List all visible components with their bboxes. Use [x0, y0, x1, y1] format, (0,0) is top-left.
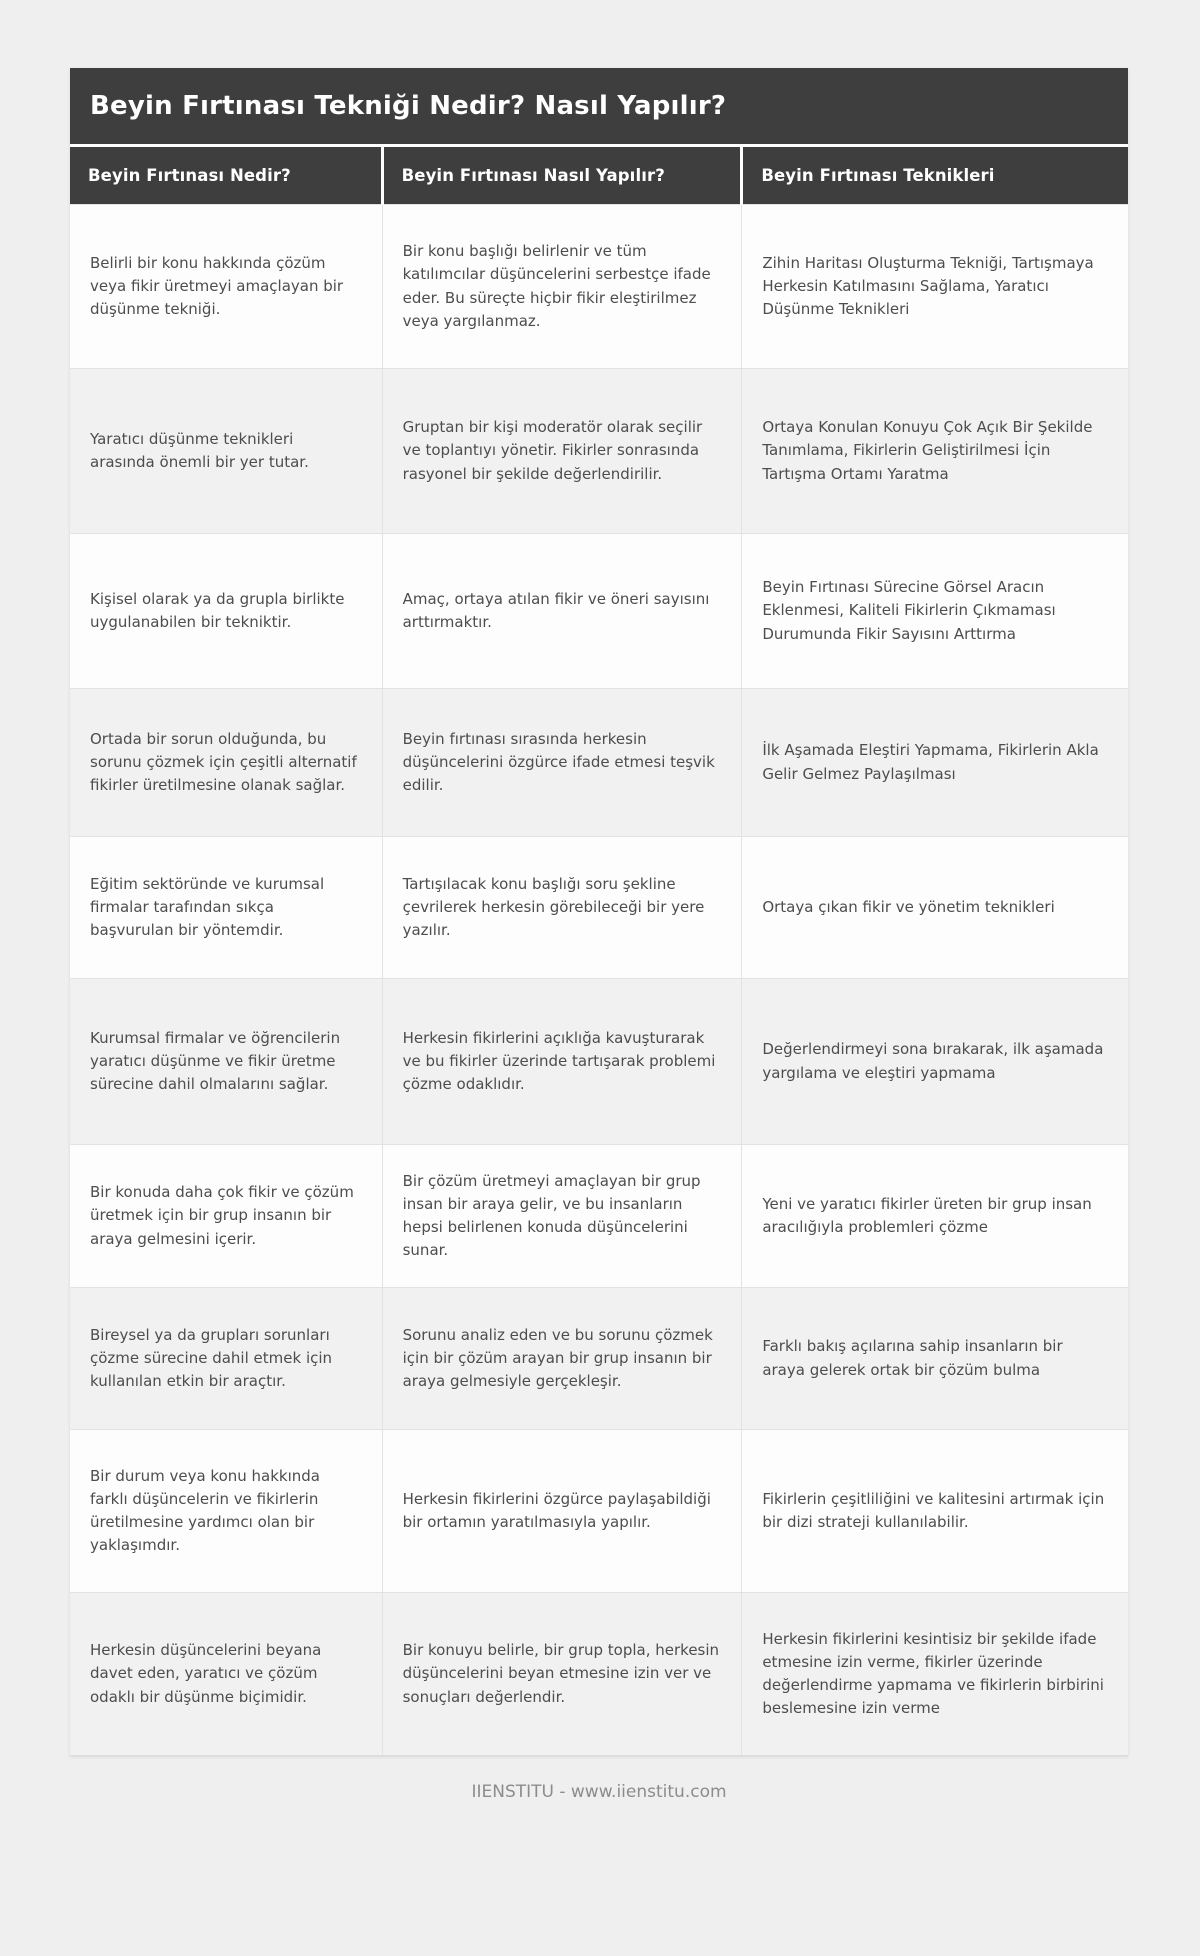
table-cell: Herkesin fikirlerini açıklığa kavuşturarak ve bu fikirler üzerinde tartışarak problemi çözme odaklıdır.: [382, 979, 742, 1145]
table-cell: Bir çözüm üretmeyi amaçlayan bir grup insan bir araya gelir, ve bu insanların hepsi belirlenen konuda düşüncelerini sunar.: [382, 1145, 742, 1288]
table-cell: Gruptan bir kişi moderatör olarak seçilir ve toplantıyı yönetir. Fikirler sonrasında rasyonel bir şekilde değerlendirilir.: [382, 369, 742, 534]
table-row: [70, 689, 1128, 837]
table-row: [70, 1430, 1128, 1593]
table-cell: Herkesin fikirlerini kesintisiz bir şekilde ifade etmesine izin verme, fikirler üzerinde değerlendirme yapmama ve fikirlerin birbirini beslemesine izin verme: [742, 1593, 1128, 1756]
table-cell: Bir konuda daha çok fikir ve çözüm üretmek için bir grup insanın bir araya gelmesini içerir.: [70, 1145, 382, 1288]
table-cell: Yeni ve yaratıcı fikirler üreten bir grup insan aracılığıyla problemleri çözme: [742, 1145, 1128, 1288]
table-cell: Belirli bir konu hakkında çözüm veya fikir üretmeyi amaçlayan bir düşünme tekniği.: [70, 205, 382, 369]
table-cell: Bir durum veya konu hakkında farklı düşüncelerin ve fikirlerin üretilmesine yardımcı olan bir yaklaşımdır.: [70, 1430, 382, 1593]
table-cell: Amaç, ortaya atılan fikir ve öneri sayısını arttırmaktır.: [382, 534, 742, 689]
table-cell: Herkesin düşüncelerini beyana davet eden, yaratıcı ve çözüm odaklı bir düşünme biçimidir.: [70, 1593, 382, 1756]
brainstorming-card: [70, 68, 1128, 1756]
table-row: [70, 1288, 1128, 1430]
header-row: [70, 147, 1128, 205]
page-title: Beyin Fırtınası Tekniği Nedir? Nasıl Yapılır?: [70, 68, 1128, 147]
table-cell: Beyin Fırtınası Sürecine Görsel Aracın Eklenmesi, Kaliteli Fikirlerin Çıkmaması Durumunda Fikir Sayısını Arttırma: [742, 534, 1128, 689]
table-cell: İlk Aşamada Eleştiri Yapmama, Fikirlerin Akla Gelir Gelmez Paylaşılması: [742, 689, 1128, 837]
table-cell: Yaratıcı düşünme teknikleri arasında önemli bir yer tutar.: [70, 369, 382, 534]
table-row: [70, 1145, 1128, 1288]
table-cell: Bir konu başlığı belirlenir ve tüm katılımcılar düşüncelerini serbestçe ifade eder. Bu süreçte hiçbir fikir eleştirilmez veya yargılanmaz.: [382, 205, 742, 369]
table-cell: Ortada bir sorun olduğunda, bu sorunu çözmek için çeşitli alternatif fikirler üretilmesine olanak sağlar.: [70, 689, 382, 837]
table-cell: Tartışılacak konu başlığı soru şekline çevrilerek herkesin görebileceği bir yere yazılır.: [382, 837, 742, 979]
table-body: [70, 205, 1128, 1756]
page: [0, 68, 1200, 1862]
table-cell: Değerlendirmeyi sona bırakarak, ilk aşamada yargılama ve eleştiri yapmama: [742, 979, 1128, 1145]
table-cell: Ortaya çıkan fikir ve yönetim teknikleri: [742, 837, 1128, 979]
table-row: [70, 837, 1128, 979]
table-cell: Beyin fırtınası sırasında herkesin düşüncelerini özgürce ifade etmesi teşvik edilir.: [382, 689, 742, 837]
column-header-teknikleri: Beyin Fırtınası Teknikleri: [742, 147, 1128, 205]
brainstorming-table: [70, 147, 1128, 1756]
table-cell: Kurumsal firmalar ve öğrencilerin yaratıcı düşünme ve fikir üretme sürecine dahil olmalarını sağlar.: [70, 979, 382, 1145]
table-cell: Zihin Haritası Oluşturma Tekniği, Tartışmaya Herkesin Katılmasını Sağlama, Yaratıcı Düşünme Teknikleri: [742, 205, 1128, 369]
table-cell: Farklı bakış açılarına sahip insanların bir araya gelerek ortak bir çözüm bulma: [742, 1288, 1128, 1430]
table-cell: Bir konuyu belirle, bir grup topla, herkesin düşüncelerini beyan etmesine izin ver ve sonuçları değerlendir.: [382, 1593, 742, 1756]
table-row: [70, 369, 1128, 534]
table-row: [70, 205, 1128, 369]
table-row: [70, 979, 1128, 1145]
table-row: [70, 534, 1128, 689]
footer-branding: IIENSTITU - www.iienstitu.com: [471, 1782, 727, 1802]
table-header: [70, 147, 1128, 205]
column-header-nedir: Beyin Fırtınası Nedir?: [70, 147, 382, 205]
table-cell: Kişisel olarak ya da grupla birlikte uygulanabilen bir tekniktir.: [70, 534, 382, 689]
column-header-nasil-yapilir: Beyin Fırtınası Nasıl Yapılır?: [382, 147, 742, 205]
table-cell: Sorunu analiz eden ve bu sorunu çözmek için bir çözüm arayan bir grup insanın bir araya gelmesiyle gerçekleşir.: [382, 1288, 742, 1430]
table-cell: Eğitim sektöründe ve kurumsal firmalar tarafından sıkça başvurulan bir yöntemdir.: [70, 837, 382, 979]
table-cell: Ortaya Konulan Konuyu Çok Açık Bir Şekilde Tanımlama, Fikirlerin Geliştirilmesi İçin Tartışma Ortamı Yaratma: [742, 369, 1128, 534]
table-cell: Fikirlerin çeşitliliğini ve kalitesini artırmak için bir dizi strateji kullanılabilir.: [742, 1430, 1128, 1593]
table-cell: Herkesin fikirlerini özgürce paylaşabildiği bir ortamın yaratılmasıyla yapılır.: [382, 1430, 742, 1593]
table-cell: Bireysel ya da grupları sorunları çözme sürecine dahil etmek için kullanılan etkin bir araçtır.: [70, 1288, 382, 1430]
table-row: [70, 1593, 1128, 1756]
